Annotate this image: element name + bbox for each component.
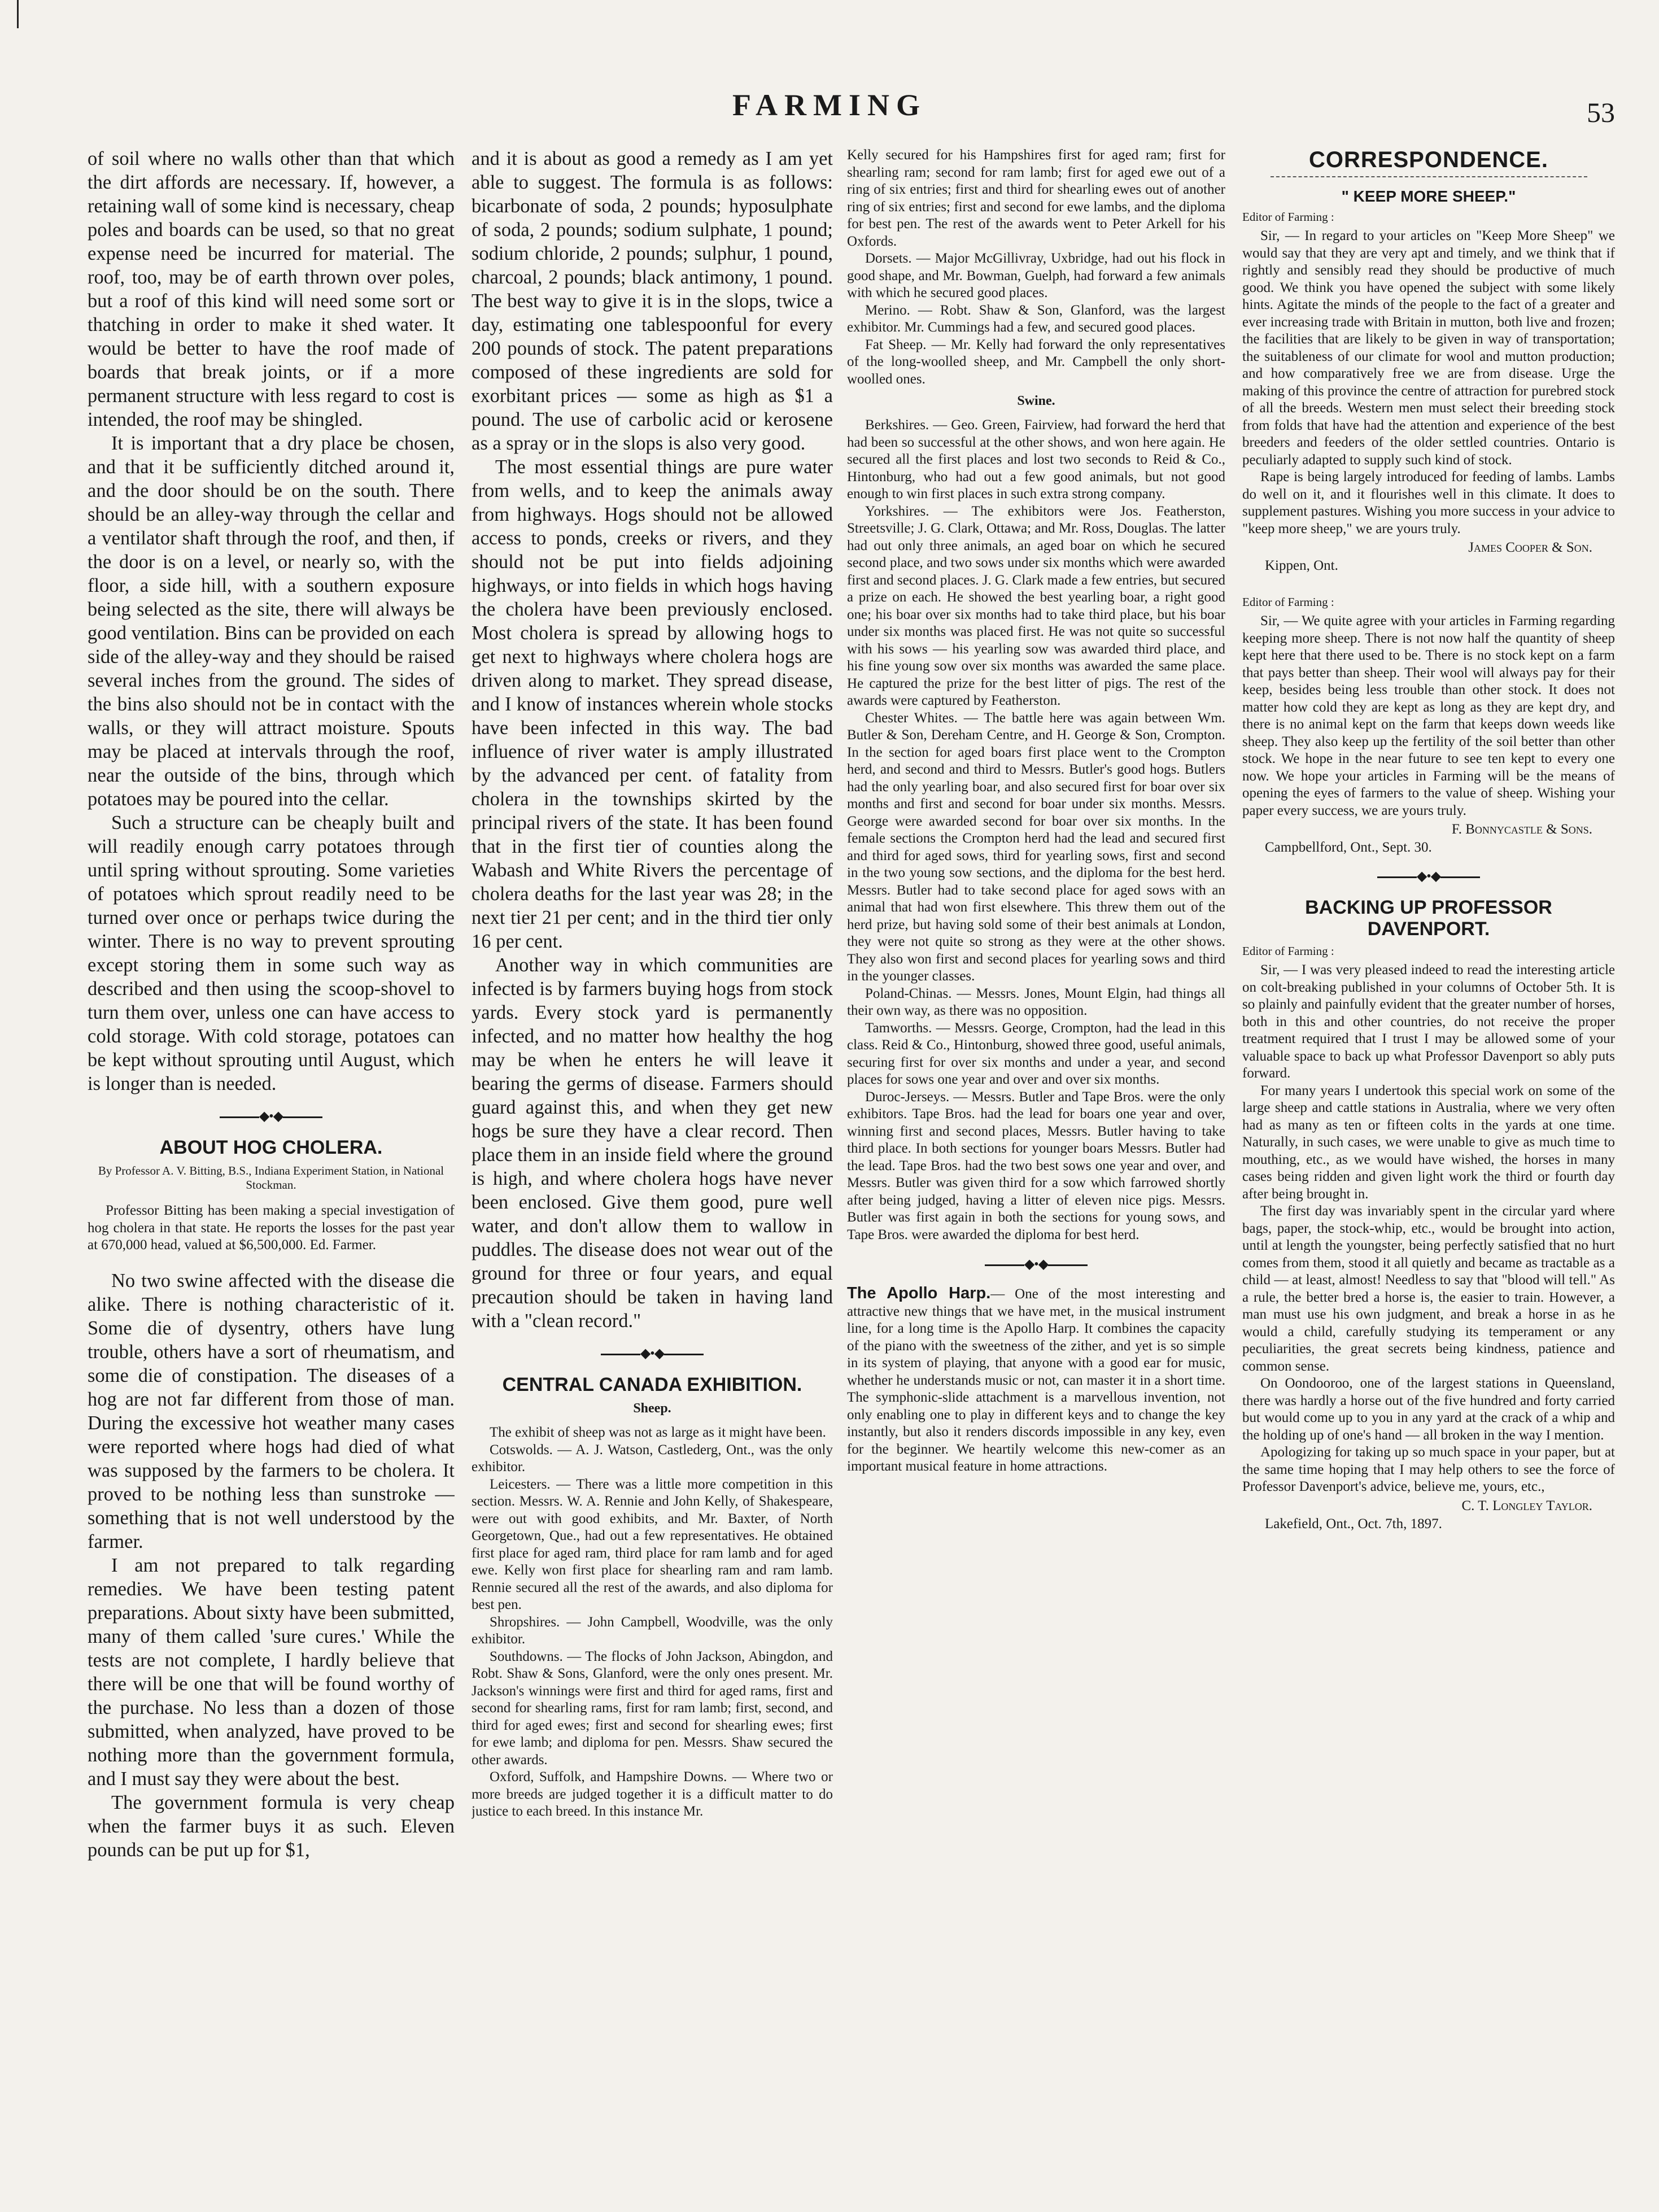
paragraph: Poland-Chinas. — Messrs. Jones, Mount Elgin, had things all their own way, as there was no opposition. [847, 985, 1225, 1018]
ornament-separator: ◆•◆ [847, 1256, 1225, 1272]
paragraph: Dorsets. — Major McGillivray, Uxbridge, had out his flock in good shape, and Mr. Bowman, Guelph, had forward a few animals with which he secured good places. [847, 251, 1225, 300]
paragraph: Sir, — We quite agree with your articles in Farming regarding keeping more sheep. There is not now half the quantity of sheep kept here that there used to be. There is no stock kept on a farm that pays better than sheep. Their wool will always pay for their keep, besides being less trouble than other stock. It does not matter how cold they are kept as long as they are kept dry, and there is no animal kept on the farm that keeps down weeds like sheep. They also keep up the fertility of the soil better than other stock. We hope in the near future to see ten kept to every one now. We hope your articles in Farming will be the means of opening the eyes of farmers to the value of sheep. Wishing your paper every success, we are yours truly. [1242, 613, 1615, 818]
paragraph: Merino. — Robt. Shaw & Son, Glanford, was the largest exhibitor. Mr. Cummings had a few, and secured good places. [847, 302, 1225, 335]
column-4 [1242, 147, 1615, 2180]
article-intro: Professor Bitting has been making a special investigation of hog cholera in that state. He reports the losses for the past year at 670,000 head, valued at $6,500,000. Ed. Farmer. [88, 1203, 455, 1253]
letter-title-backing-up: BACKING UP PROFESSOR DAVENPORT. [1305, 897, 1552, 940]
ornament-separator: ◆•◆ [471, 1345, 833, 1362]
letter-signature: James Cooper & Son. [1468, 540, 1592, 555]
editor-salutation: Editor of Farming : [1242, 210, 1334, 224]
paragraph: On Oondooroo, one of the largest stations in Queensland, there was hardly a horse out of the five hundred and forty carried but would come up to you in any yard at the crack of a whip and the holding up of one's hand — all broken in the way I mention. [1242, 1376, 1615, 1443]
paragraph: Another way in which communities are infected is by farmers buying hogs from stock yards. Every stock yard is permanently infected, and no matter how healthy the hog may be when he enters he will leave it bearing the germs of disease. Farmers should guard against this, and when they get new hogs be sure they have a clear record. Then place them in an inside field where the ground is high, and where cholera hogs have never been enclosed. Give them good, pure well water, and don't allow them to wallow in puddles. The disease does not wear out of the ground for three or four years, and equal precaution should be taken in having land with a "clean record." [471, 954, 833, 1332]
page-edge-mark [17, 0, 19, 28]
letter-place: Kippen, Ont. [1265, 558, 1338, 573]
ornament-separator: ◆•◆ [88, 1108, 455, 1124]
paragraph: Kelly secured for his Hampshires first for aged ram; first for shearling ram; second for ram lamb; first for aged ewe out of a ring of six entries; first and third for shearling ewes out of another ring of six entries; first and second for ewe lambs, and the diploma for best pen. The rest of the awards went to Peter Arkell for his Oxfords. [847, 147, 1225, 249]
editor-salutation: Editor of Farming : [1242, 944, 1334, 958]
paragraph: The exhibit of sheep was not as large as it might have been. [490, 1425, 826, 1440]
letter-place: Campbellford, Ont., Sept. 30. [1265, 840, 1432, 855]
section-title-correspondence: CORRESPONDENCE. [1309, 147, 1548, 172]
letter-title-keep-more-sheep: " KEEP MORE SHEEP." [1341, 187, 1516, 205]
paragraph: Berkshires. — Geo. Green, Fairview, had forward the herd that had been so successful at the other shows, and won here again. He secured all the first places and lost two seconds to Reid & Co., Hintonburg, who had out a few good animals, but not good enough to win first places in such extra strong company. [847, 417, 1225, 501]
paragraph: and it is about as good a remedy as I am yet able to suggest. The formula is as follows: bicarbonate of soda, 2 pounds; hyposulphate of soda, 2 pounds; sodium sulphate, 1 pound; sodium chloride, 2 pounds; sulphur, 1 pound, charcoal, 2 pounds; black antimony, 1 pound. The best way to give it is in the slops, twice a day, estimating one tablespoonful for every 200 pounds of stock. The patent preparations composed of these ingredients are sold for exorbitant prices — some as high as $1 a pound. The use of carbolic acid or kerosene as a spray or in the slops is also very good. [471, 148, 833, 454]
paragraph: Oxford, Suffolk, and Hampshire Downs. — Where two or more breeds are judged together it is a difficult matter to do justice to each breed. In this instance Mr. [471, 1769, 833, 1819]
paragraph: Chester Whites. — The battle here was again between Wm. Butler & Son, Dereham Centre, and H. George & Son, Crompton. In the section for aged boars first place went to the Crompton herd, and second and third to Messrs. Butler's good hogs. Butlers had the only yearling boar, and also secured first for boar over six months and first and second for boar under six months. Messrs. George were awarded second for boar over six months. In the female sections the Crompton herd had the lead and secured first and third for aged sows, third for yearling sows, first and second in the two young sow sections, and the diploma for the best herd. Messrs. Butler had to take second place for aged sows with an animal that had won first elsewhere. This threw them out of the herd prize, but having sold some of their best animals at London, they were not quite so strong as they were at the other shows. They also won first and second places for yearling sows and third in the younger classes. [847, 710, 1225, 984]
paragraph: Shropshires. — John Campbell, Woodville, was the only exhibitor. [471, 1614, 833, 1647]
paragraph: Leicesters. — There was a little more competition in this section. Messrs. W. A. Rennie and John Kelly, of Shakespeare, were out with good exhibits, and Mr. Baxter, of North Georgetown, Que., had out a few representatives. He obtained first place for aged ram, third place for ram lamb and for aged ewe. Kelly won first place for shearling ram and ram lamb. Rennie secured all the rest of the awards, and also diploma for best pen. [471, 1476, 833, 1612]
editor-salutation: Editor of Farming : [1242, 595, 1334, 609]
apollo-harp-text: — One of the most interesting and attractive new things that we have met, in the musical instrument line, for a long time is the Apollo Harp. It combines the capacity of the piano with the sweetness of the zither, and yet is so simple in its system of playing, that anyone with a good ear for music, whether he understands music or not, can master it in a short time. The symphonic-slide attachment is a marvellous invention, not only enabling one to play in different keys and to change the key instantly, but also it renders discords impossible in any key, even for the beginner. We heartily welcome this new-comer as an important musical feature in home attractions. [847, 1286, 1225, 1474]
paragraph: of soil where no walls other than that which the dirt affords are necessary. If, however, a retaining wall of some kind is necessary, cheap poles and boards can be used, so that no great expense need be incurred for material. The roof, too, may be of earth thrown over poles, but a roof of this kind will need some sort or thatching in order to make it shed water. It would be better to have the roof made of boards that break joints, or if a more permanent structure with less regard to cost is intended, the roof may be shingled. [88, 148, 455, 430]
paragraph: No two swine affected with the disease die alike. There is nothing characteristic of it. Some die of dysentry, others have lung trouble, others have a sort of rheumatism, and some die of constipation. The diseases of a hog are not far different from those of man. During the excessive hot weather many cases were reported where hogs had died of what was supposed by the farmers to be cholera. It proved to be nothing less than sunstroke — something that is not well understood by the farmer. [88, 1269, 455, 1552]
column-3 [847, 147, 1225, 2180]
column-2 [471, 147, 833, 2180]
paragraph: Yorkshires. — The exhibitors were Jos. Featherston, Streetsville; J. G. Clark, Ottawa; and Mr. Ross, Douglas. The latter had out only three animals, an aged boar on which he secured second place, and two sows under six months which were awarded first and second places. J. G. Clark made a few entries, but secured a prize on each. He showed the best yearling boar, a right good one; his boar over six months had to take third place, but his boar under six months was placed first. He was not quite so successful with his sows — his yearling sow was awarded third place, and his fine young sow over six months was awarded the same place. He captured the prize for the best litter of pigs. The rest of the awards were captured by Featherston. [847, 503, 1225, 708]
article-title-hog-cholera: ABOUT HOG CHOLERA. [159, 1137, 383, 1158]
running-header: FARMING [732, 88, 927, 122]
paragraph: Cotswolds. — A. J. Watson, Castlederg, Ont., was the only exhibitor. [471, 1442, 833, 1474]
paragraph: For many years I undertook this special work on some of the large sheep and cattle stations in Australia, where we very often had as many as ten or fifteen colts in the yards at one time. Naturally, in such cases, we were unable to give as much time to mouthing, etc., as we would have wished, the horses in many cases being ridden and given light work the third or fourth day after being brought in. [1242, 1083, 1615, 1202]
article-byline: By Professor A. V. Bitting, B.S., Indiana Experiment Station, in National Stockman. [98, 1164, 444, 1192]
paragraph: Such a structure can be cheaply built and will readily enough carry potatoes through until spring without sprouting. Some varieties of potatoes which sprout readily need to be turned over once or perhaps twice during the winter. There is no way to prevent sprouting except storing them in some such way as described and then using the scoop-shovel to turn them over, unless one can have access to cold storage. With cold storage, potatoes can be kept without sprouting until August, which is longer than is needed. [88, 812, 455, 1094]
paragraph: The most essential things are pure water from wells, and to keep the animals away from highways. Hogs should not be allowed access to ponds, creeks or rivers, and they should not be put into fields adjoining highways, or into fields in which hogs having the cholera have been previously enclosed. Most cholera is spread by allowing hogs to get next to highways where cholera hogs are driven along to market. They spread disease, and I know of instances wherein whole stocks have been infected in this way. The bad influence of river water is amply illustrated by the advanced per cent. of fatality from cholera in the townships skirted by the principal rivers of the state. It has been found that in the first tier of counties along the Wabash and White Rivers the percentage of cholera deaths for the last year was 28; in the next tier 21 per cent; and in the third tier only 16 per cent. [471, 456, 833, 952]
section-heading-swine: Swine. [1017, 394, 1055, 408]
paragraph: Sir, — I was very pleased indeed to read the interesting article on colt-breaking published in your columns of October 5th. It is so plainly and painfully evident that the greater number of horses, both in this and other countries, do not receive the proper treatment required that I trust I may be allowed some of your valuable space to back up what Professor Davenport so ably puts forward. [1242, 962, 1615, 1081]
apollo-harp-title: The Apollo Harp. [847, 1284, 991, 1302]
paragraph: I am not prepared to talk regarding remedies. We have been testing patent preparations. About sixty have been submitted, many of them called 'sure cures.' While the tests are not complete, I hardly believe that there will be one that will be found worthy of the purchase. No less than a dozen of those submitted, when analyzed, have proved to be nothing more than the government formula, and I must say they were about the best. [88, 1554, 455, 1790]
column-1 [88, 147, 455, 2180]
paragraph: The first day was invariably spent in the circular yard where bags, paper, the stock-whip, etc., would be brought into action, until at length the youngster, being perfectly satisfied that no hurt comes from them, stood it all quietly and became as tractable as a child — at least, almost! Needless to say that "blood will tell." As a rule, the better bred a horse is, the easier to train. However, a man must use his own judgment, and break a horse in as he would a child, carefully studying its temperament or any peculiarities, the great secrets being kindness, patience and common sense. [1242, 1203, 1615, 1374]
section-heading-sheep: Sheep. [633, 1401, 671, 1416]
paragraph: Tamworths. — Messrs. George, Crompton, had the lead in this class. Reid & Co., Hintonburg, showed three good, useful animals, securing first for over six months and under a year, and second places for sows one year and over and over six months. [847, 1020, 1225, 1087]
paragraph: Rape is being largely introduced for feeding of lambs. Lambs do well on it, and it flourishes well in this climate. It does to supplement pastures. Wishing you more success in your advice to "keep more sheep," we are yours truly. [1242, 469, 1615, 536]
letter-place: Lakefield, Ont., Oct. 7th, 1897. [1265, 1516, 1442, 1532]
letter-signature: F. Bonnycastle & Sons. [1451, 822, 1592, 837]
paragraph: Fat Sheep. — Mr. Kelly had forward the only representatives of the long-woolled sheep, and Mr. Campbell the only short-woolled ones. [847, 337, 1225, 387]
paragraph: It is important that a dry place be chosen, and that it be sufficiently ditched around it, and the door should be on the south. There should be an alley-way through the cellar and a ventilator shaft through the roof, and then, if the door is on a level, or nearly so, with the floor, a side hill, with a southern exposure being selected as the site, there will always be good ventilation. Bins can be provided on each side of the alley-way and they should be raised several inches from the ground. The sides of the bins also should not be in contact with the walls, or they will attract moisture. Spouts may be placed at intervals through the roof, near the outside of the bins, through which potatoes may be poured into the cellar. [88, 433, 455, 810]
paragraph: Apologizing for taking up so much space in your paper, but at the same time hoping that I may help others to see the force of Professor Davenport's advice, believe me, yours, etc., [1242, 1445, 1615, 1494]
paragraph: The government formula is very cheap when the farmer buys it as such. Eleven pounds can be put up for $1, [88, 1791, 455, 1861]
paragraph: Duroc-Jerseys. — Messrs. Butler and Tape Bros. were the only exhibitors. Tape Bros. had the lead for boars one year and over, winning first and second places, Messrs. Butler having to take third place. In both sections for younger boars Messrs. Butler had the lead. Tape Bros. had the two best sows one year and over, and Messrs. Butler was given third for a sow which farrowed shortly after being judged, having a litter of eleven nice pigs. Messrs. Butler was first again in both the sections for young sows, and Tape Bros. were awarded the diploma for best herd. [847, 1089, 1225, 1242]
apollo-harp-notice [847, 1285, 1225, 1476]
article-title-exhibition: CENTRAL CANADA EXHIBITION. [502, 1374, 802, 1395]
page-number: 53 [1587, 97, 1615, 128]
letter-signature: C. T. Longley Taylor. [1461, 1498, 1592, 1513]
paragraph: Southdowns. — The flocks of John Jackson, Abingdon, and Robt. Shaw & Sons, Glanford, were the only ones present. Mr. Jackson's winnings were first and third for aged rams, first and second for shearling rams, first for ram lamb; first, second, and third for aged ewes; first and second for shearling ewes; first for ewe lamb; and diploma for pen. Messrs. Shaw secured the other awards. [471, 1648, 833, 1768]
dashed-rule [1271, 176, 1587, 177]
ornament-separator: ◆•◆ [1242, 868, 1615, 884]
paragraph: Sir, — In regard to your articles on "Keep More Sheep" we would say that they are very apt and timely, and we think that if rightly and sensibly read they should be productive of much good. We think you have opened the subject with some likely hints. Agitate the minds of the people to the fact of a greater and ever increasing trade with Britain in mutton, both live and frozen; the facilities that are likely to be given in way of transportation; the suitableness of our climate for wool and mutton production; and how comparatively free we are from disease. Urge the making of this province the centre of attraction for purebred stock of all the breeds. Western men must select their breeding stock from folds that have had the attention and experience of the best breeders and feeders of the older settled countries. Ontario is peculiarly adapted to supply such kind of stock. [1242, 228, 1615, 468]
